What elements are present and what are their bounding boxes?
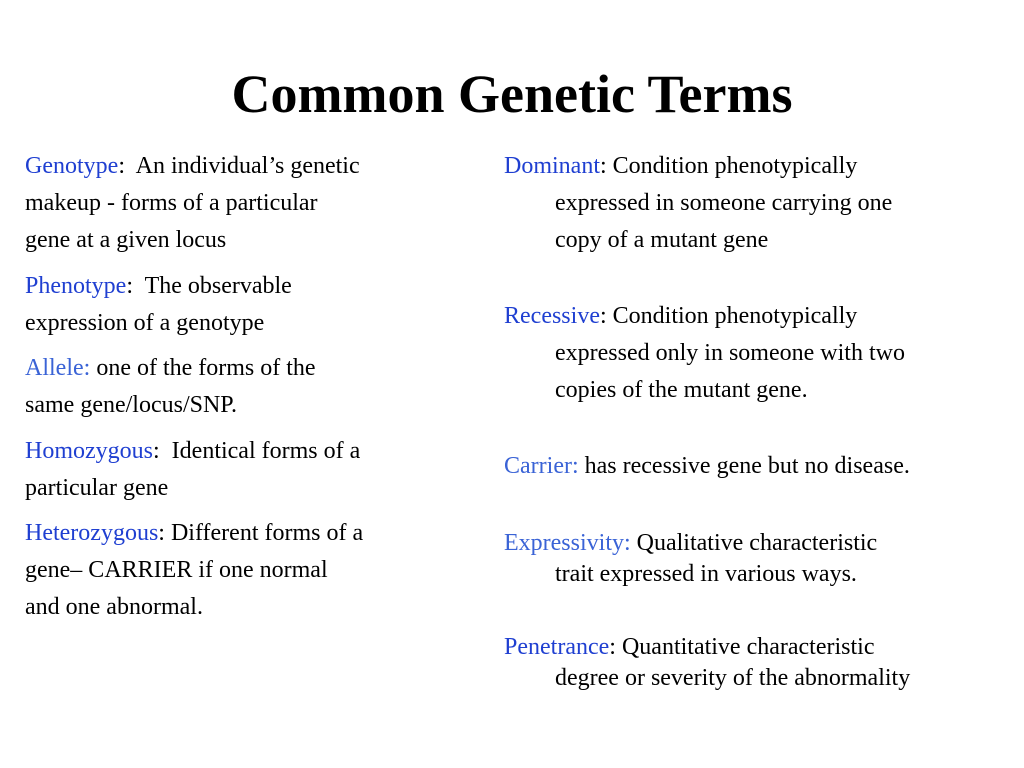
definition-carrier	[504, 448, 910, 485]
definition-text: one of the forms of the	[96, 355, 316, 381]
definition-first-line	[25, 433, 360, 470]
term-expressivity: Expressivity:	[504, 530, 631, 556]
term-separator: :	[118, 153, 136, 179]
definition-first-line	[504, 632, 910, 663]
term-dominant: Dominant	[504, 153, 600, 179]
definition-line: copy of a mutant gene	[555, 227, 769, 253]
definition-first-line	[504, 448, 910, 485]
definition-line: makeup - forms of a particular	[25, 190, 318, 216]
term-separator: :	[158, 520, 171, 546]
definition-penetrance	[504, 632, 910, 694]
definition-text: An individual’s genetic	[135, 153, 360, 179]
definition-line: same gene/locus/SNP.	[25, 392, 237, 418]
definition-first-line	[504, 148, 892, 185]
definition-line: expressed in someone carrying one	[555, 190, 893, 216]
definition-phenotype	[25, 268, 292, 342]
definition-line: copies of the mutant gene.	[555, 377, 808, 403]
definition-first-line	[25, 268, 292, 305]
definition-text: Different forms of a	[170, 520, 364, 546]
definition-first-line	[25, 350, 316, 387]
term-separator: :	[600, 153, 613, 179]
term-heterozygous: Heterozygous	[25, 520, 159, 546]
definition-dominant	[504, 148, 892, 259]
term-recessive: Recessive	[504, 303, 600, 329]
definition-first-line	[504, 298, 905, 335]
definition-heterozygous	[25, 515, 363, 626]
definition-first-line	[504, 528, 877, 559]
term-allele: Allele:	[25, 355, 91, 381]
definition-homozygous	[25, 433, 360, 507]
definition-text: Condition phenotypically	[612, 153, 858, 179]
term-separator: :	[153, 438, 172, 464]
definition-line: gene at a given locus	[25, 227, 227, 253]
definition-first-line	[25, 515, 363, 552]
definition-text: Quantitative characteristic	[621, 634, 875, 660]
definition-text: Identical forms of a	[171, 438, 361, 464]
term-penetrance: Penetrance	[504, 634, 610, 660]
definition-text: Condition phenotypically	[612, 303, 858, 329]
definition-line: expressed only in someone with two	[555, 340, 905, 366]
term-phenotype: Phenotype	[25, 273, 127, 299]
term-separator: :	[126, 273, 145, 299]
slide-title: Common Genetic Terms	[231, 64, 793, 124]
term-separator: :	[609, 634, 622, 660]
term-genotype: Genotype	[25, 153, 119, 179]
term-carrier: Carrier:	[504, 453, 579, 479]
definition-line: gene– CARRIER if one normal	[25, 557, 328, 583]
definition-line: degree or severity of the abnormality	[555, 665, 911, 691]
definition-text: Qualitative characteristic	[636, 530, 878, 556]
definition-genotype	[25, 148, 360, 259]
definition-first-line	[25, 148, 360, 185]
definition-text: The observable	[144, 273, 292, 299]
definition-recessive	[504, 298, 905, 409]
definition-expressivity	[504, 528, 877, 590]
definition-text: has recessive gene but no disease.	[584, 453, 910, 479]
term-homozygous: Homozygous	[25, 438, 153, 464]
term-separator: :	[599, 303, 613, 329]
definition-line: trait expressed in various ways.	[555, 561, 857, 587]
definition-line: and one abnormal.	[25, 594, 203, 620]
definition-line: particular gene	[25, 475, 169, 501]
definition-allele	[25, 350, 316, 424]
definition-line: expression of a genotype	[25, 310, 265, 336]
